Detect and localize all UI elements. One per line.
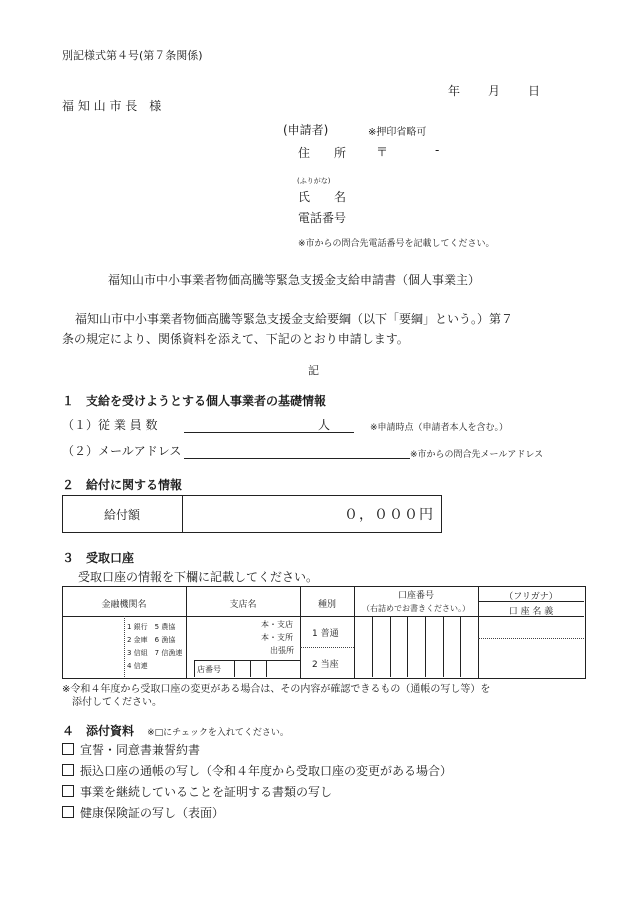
furigana-label: (ふりがな) bbox=[297, 177, 331, 185]
employees-label: （１）従 業 員 数 bbox=[62, 418, 158, 432]
branch-no-top-rule bbox=[194, 660, 300, 661]
intro-line-1: 福知山市中小事業者物価高騰等緊急支援金支給要綱（以下「要綱」という。）第７ bbox=[75, 312, 514, 326]
account-type-2: 2 当座 bbox=[312, 660, 339, 670]
email-field[interactable] bbox=[184, 458, 410, 459]
bank-inner-divider bbox=[124, 616, 125, 677]
branch-type-2: 本・支所 bbox=[261, 633, 293, 642]
date-month-label: 月 bbox=[488, 84, 501, 98]
attachment-item[interactable] bbox=[62, 741, 200, 758]
digit-cell-4 bbox=[425, 616, 426, 677]
email-note: ※市からの問合先メールアドレス bbox=[410, 450, 544, 460]
type-row-divider bbox=[300, 647, 354, 648]
postal-mark: 〒 bbox=[376, 145, 389, 159]
col-bank-header: 金融機関名 bbox=[101, 600, 147, 610]
holder-row-divider bbox=[478, 638, 584, 639]
date-year-label: 年 bbox=[448, 84, 461, 98]
branch-type-1: 本・支店 bbox=[261, 620, 293, 629]
attachment-item[interactable] bbox=[62, 804, 224, 821]
col-account-header: 口座番号 bbox=[397, 591, 434, 601]
addressee: 福 知 山 市 長 様 bbox=[62, 99, 162, 113]
employees-note: ※申請時点（申請者本人を含む。） bbox=[370, 423, 509, 433]
address-label: 住 所 bbox=[298, 146, 347, 160]
digit-cell-1 bbox=[372, 616, 373, 677]
digit-cell-6 bbox=[460, 616, 461, 677]
digit-cell-3 bbox=[407, 616, 408, 677]
col-account-subheader: （右詰めでお書きください。） bbox=[362, 604, 470, 613]
bank-type-1: 1 銀行 5 農協 bbox=[127, 623, 176, 631]
bank-type-2: 2 金庫 6 漁協 bbox=[127, 636, 176, 644]
col-kana-header: （フリガナ） bbox=[504, 592, 558, 602]
branch-type-3: 出張所 bbox=[270, 646, 294, 655]
col-holder-header: 口 座 名 義 bbox=[508, 607, 554, 617]
section4-heading: ４ 添付資料 bbox=[62, 724, 135, 738]
name-label: 氏 名 bbox=[298, 190, 347, 204]
bank-type-3: 3 信組 7 信漁連 bbox=[127, 649, 183, 657]
section2-heading: ２ 給付に関する情報 bbox=[62, 478, 183, 492]
phone-note: ※市からの問合先電話番号を記載してください。 bbox=[298, 239, 495, 249]
seal-note: ※押印省略可 bbox=[368, 127, 427, 138]
attachment-label: 健康保険証の写し（表面） bbox=[80, 806, 225, 820]
branch-no-divider-4 bbox=[266, 660, 267, 677]
section4-heading-row bbox=[62, 720, 289, 739]
document-title: 福知山市中小事業者物価高騰等緊急支援金支給申請書（個人事業主） bbox=[108, 273, 481, 287]
section1-heading: １ 支給を受けようとする個人事業者の基礎情報 bbox=[62, 394, 327, 408]
section3-instruction: 受取口座の情報を下欄に記載してください。 bbox=[78, 570, 319, 584]
bank-type-4: 4 信連 bbox=[127, 662, 148, 670]
amount-label: 給付額 bbox=[103, 508, 140, 522]
account-type-1: 1 普通 bbox=[312, 629, 339, 639]
email-label: （２）メールアドレス bbox=[62, 444, 182, 458]
intro-line-2: 条の規定により、関係資料を添えて、下記のとおり申請します。 bbox=[62, 332, 409, 346]
branch-number-label: 店番号 bbox=[197, 665, 221, 674]
col-branch-header: 支店名 bbox=[229, 600, 257, 610]
account-note-line-1: ※令和４年度から受取口座の変更がある場合は、その内容が確認できるもの（通帳の写し等）を bbox=[62, 684, 491, 695]
attachment-item[interactable] bbox=[62, 783, 332, 800]
attachment-item[interactable] bbox=[62, 762, 452, 779]
ki-label: 記 bbox=[308, 364, 319, 377]
account-note-line-2: 添付してください。 bbox=[72, 697, 162, 708]
section3-heading: ３ 受取口座 bbox=[62, 551, 135, 565]
digit-cell-2 bbox=[390, 616, 391, 677]
checkbox-icon[interactable] bbox=[62, 785, 74, 797]
phone-label: 電話番号 bbox=[298, 211, 347, 225]
form-number: 別記様式第４号(第７条関係) bbox=[62, 49, 203, 62]
amount-divider bbox=[182, 495, 183, 532]
branch-no-divider-2 bbox=[234, 660, 235, 677]
applicant-label: (申請者) bbox=[283, 123, 329, 137]
section4-note: ※□にチェックを入れてください。 bbox=[147, 728, 289, 738]
digit-cell-5 bbox=[443, 616, 444, 677]
amount-value: ０，０００円 bbox=[344, 507, 434, 523]
date-day-label: 日 bbox=[528, 84, 541, 98]
checkbox-icon[interactable] bbox=[62, 743, 74, 755]
checkbox-icon[interactable] bbox=[62, 806, 74, 818]
postal-dash: - bbox=[435, 143, 440, 157]
attachment-label: 事業を継続していることを証明する書類の写し bbox=[80, 785, 333, 799]
branch-no-divider-3 bbox=[250, 660, 251, 677]
employees-unit: 人 bbox=[318, 418, 331, 432]
col-type-header: 種別 bbox=[317, 600, 336, 610]
checkbox-icon[interactable] bbox=[62, 764, 74, 776]
branch-no-divider-1 bbox=[194, 660, 195, 677]
attachment-label: 振込口座の通帳の写し（令和４年度から受取口座の変更がある場合） bbox=[80, 764, 453, 778]
attachment-label: 宣誓・同意書兼誓約書 bbox=[80, 743, 201, 757]
